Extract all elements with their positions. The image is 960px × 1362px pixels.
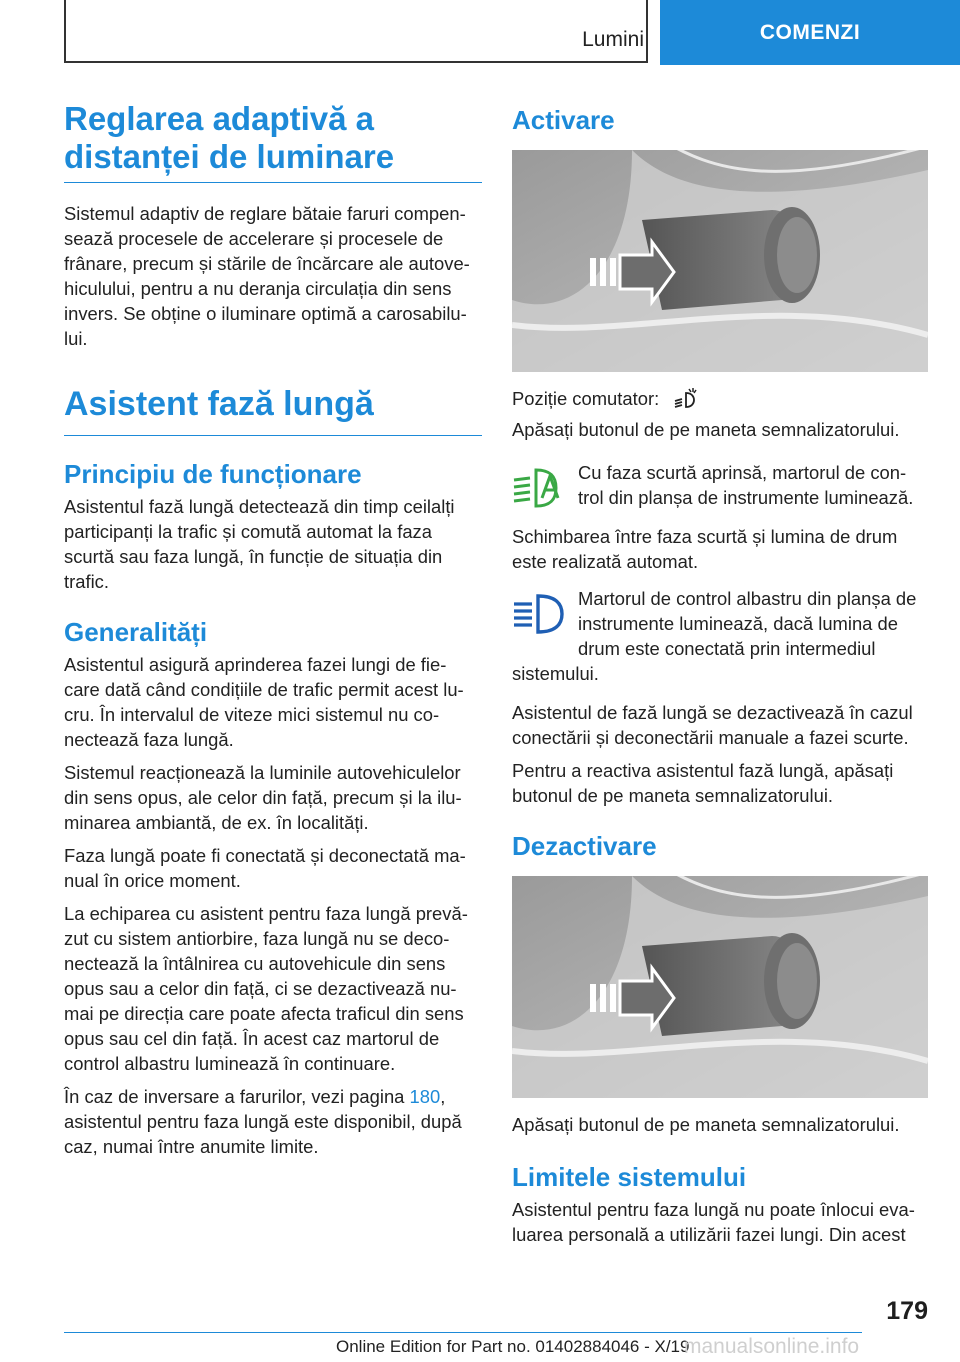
- paragraph-general-3: Faza lungă poate fi conectată și deconectată ma-nual în orice moment.: [64, 845, 466, 891]
- paragraph-auto-switch: Schimbarea între faza scurtă și lumina de drum este realizată automat.: [512, 526, 898, 572]
- header-chapter-tab: [660, 0, 960, 65]
- heading-principle: Principiu de funcționare: [64, 459, 362, 489]
- paragraph-general-5-pre: În caz de inversare a farurilor, vezi pagina: [64, 1086, 410, 1107]
- paragraph-general-4: La echiparea cu asistent pentru faza lungă prevă-zut cu sistem antiorbire, faza lungă nu se deco-nectează la întâlnirea cu autovehicule din sens opus sau a celor din față, ci se dezactivează nu-mai pe direcția care poate afecta traficul din sens opus sau cel din față. În acest caz martorul de control albastru luminează în continuare.: [64, 903, 468, 1074]
- heading-general: Generalități: [64, 617, 208, 647]
- header-box: [64, 0, 648, 63]
- switch-position-label: Poziție comutator:: [512, 388, 660, 409]
- paragraph-adaptive-range: Sistemul adaptiv de reglare bătaie faruri compen-sează procesele de accelerare și procesele de frânare, precum și stările de încărcare ale autove-hiculului, pentru a nu deranja circulația din sens invers. Se obține o iluminare optimă a carosabilu-lui.: [64, 203, 470, 349]
- paragraph-press-button-1: Apăsați butonul de pe maneta semnalizatorului.: [512, 419, 900, 440]
- heading-activate: Activare: [512, 105, 615, 135]
- left-column: [64, 100, 482, 1159]
- blue-indicator-block: [512, 586, 928, 686]
- stalk-button-illustration-deactivate: [512, 876, 928, 1098]
- paragraph-general-1: Asistentul asigură aprinderea fazei lungi de fie-care dată când condițiile de trafic permit acest lu-cru. În intervalul de viteze mici sistemul nu co-nectează faza lungă.: [64, 654, 464, 750]
- paragraph-press-button-2: Apăsați butonul de pe maneta semnalizatorului.: [512, 1114, 900, 1135]
- page-link-180[interactable]: 180: [409, 1086, 441, 1107]
- paragraph-blue-indicator: Martorul de control albastru din planșa de instrumente luminează, dacă lumina de drum este conectată prin intermediul sistemului.: [512, 588, 917, 684]
- heading-high-beam-assistant: Asistent fază lungă: [64, 385, 482, 436]
- watermark-text: manualsonline.info: [684, 1335, 860, 1358]
- paragraph-general-5-post: , asistentul pentru faza lungă este disponibil, după caz, numai între anumite limite.: [64, 1086, 462, 1157]
- edition-info: Online Edition for Part no. 01402884046 - X/19: [336, 1337, 690, 1356]
- paragraph-general-5: [64, 1084, 482, 1159]
- paragraph-green-indicator: Cu faza scurtă aprinsă, martorul de con-trol din planșa de instrumente luminează.: [578, 462, 914, 508]
- paragraph-reactivate: Pentru a reactiva asistentul fază lungă, apăsați butonul de pe maneta semnalizatorului.: [512, 760, 894, 806]
- right-column: [512, 100, 928, 1247]
- high-beam-assistant-indicator-icon: [512, 462, 572, 512]
- high-beam-indicator-icon: [512, 588, 572, 638]
- header-chapter-label: COMENZI: [759, 20, 861, 44]
- header-section-title: Lumini: [582, 28, 644, 51]
- green-indicator-block: [512, 460, 928, 510]
- heading-limits: Limitele sistemului: [512, 1162, 747, 1192]
- heading-adaptive-range: Reglarea adaptivă a distanței de luminare: [64, 100, 482, 183]
- paragraph-principle: Asistentul fază lungă detectează din timp ceilalți participanți la trafic și comută automat la faza scurtă sau faza lungă, în funcție de situația din trafic.: [64, 496, 455, 592]
- paragraph-limits: Asistentul pentru faza lungă nu poate înlocui eva-luarea personală a utilizării fazei lungi. Din acest: [512, 1199, 915, 1245]
- paragraph-manual-deactivate: Asistentul de fază lungă se dezactivează în cazul conectării și deconectării manuale a fazei scurte.: [512, 702, 913, 748]
- auto-high-beam-icon: [672, 387, 698, 409]
- page-number: 179: [886, 1297, 928, 1325]
- footer-divider: [64, 1332, 862, 1333]
- paragraph-general-2: Sistemul reacționează la luminile autovehiculelor din sens opus, ale celor din față, precum și la ilu-minarea ambiantă, de ex. în localități.: [64, 762, 462, 833]
- switch-position-line: [512, 386, 928, 411]
- stalk-button-illustration-activate: [512, 150, 928, 372]
- heading-deactivate: Dezactivare: [512, 831, 657, 861]
